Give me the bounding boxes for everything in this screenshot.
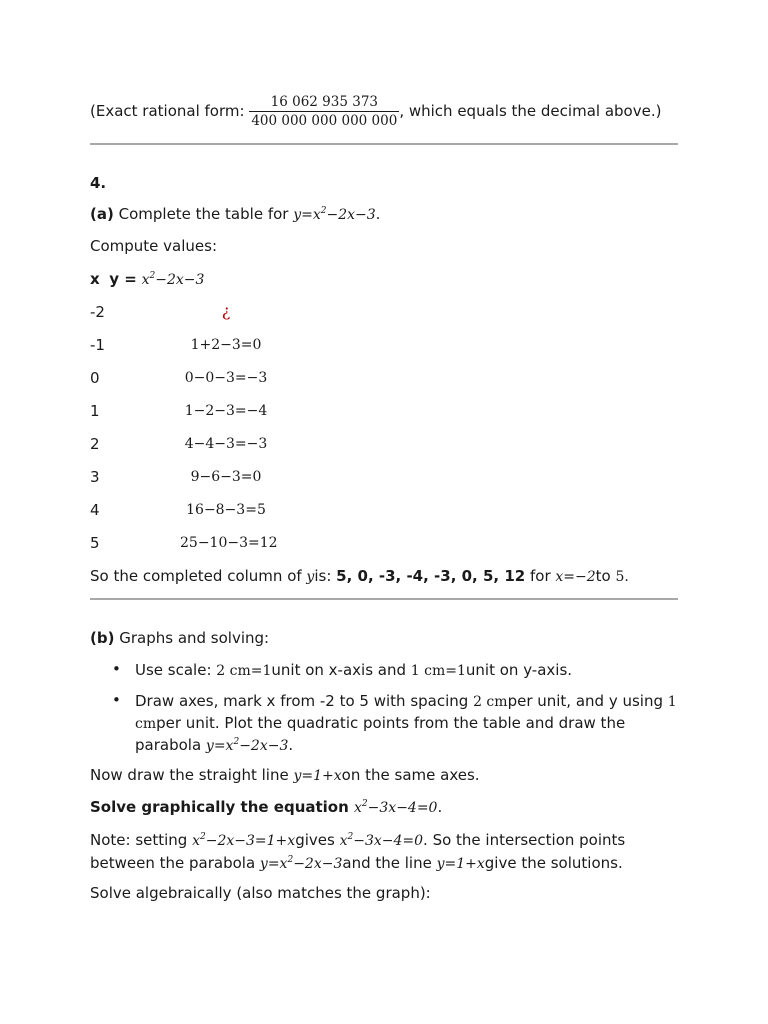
summary-prefix: So the completed column of [90, 567, 307, 585]
row-y: 0−0−3=−3 [184, 370, 268, 386]
header-x: x [90, 270, 100, 288]
line-text: Now draw the straight line [90, 766, 294, 784]
row-y: 1−2−3=−4 [184, 403, 268, 419]
summary-mid: is: [314, 567, 337, 585]
fraction-denominator: 400 000 000 000 000 [251, 113, 398, 129]
bullet1-a: Use scale: [135, 661, 217, 679]
note-a: Note: setting [90, 831, 193, 849]
table-row [90, 336, 390, 356]
note-b: gives [295, 831, 340, 849]
row-y: 25−10−3=12 [180, 535, 278, 551]
solve-graphically-heading: Solve graphically the equation $x^2-3x-4=0$. [90, 798, 443, 816]
algebraic-heading: Solve algebraically (also matches the graph): [90, 884, 431, 902]
row-x: 2 [90, 435, 100, 453]
divider [90, 143, 678, 145]
row-y: 9−6−3=0 [190, 469, 262, 485]
row-x: 4 [90, 501, 100, 519]
bullet2-spacing-y: 1 cm [135, 694, 677, 732]
row-x: 3 [90, 468, 100, 486]
note-parabola: $y=x^2-2x-3$ [259, 855, 343, 872]
summary-range-end: 5. [615, 569, 629, 585]
divider [90, 598, 678, 600]
line-equation: y=1+x [293, 768, 342, 784]
bullet1-c: unit on y-axis. [465, 661, 573, 679]
rational-prefix: (Exact rational form: [90, 102, 250, 120]
summary-values: 5, 0, -3, -4, -3, 0, 5, 12 [336, 567, 526, 585]
bullet1-b: unit on x-axis and [271, 661, 411, 679]
table-row [90, 534, 390, 554]
bullet2-b: per unit, and y using [507, 692, 668, 710]
row-x: 5 [90, 534, 100, 552]
row-x: -1 [90, 336, 105, 354]
completed-column-summary [90, 567, 629, 585]
row-y: 4−4−3=−3 [184, 436, 268, 452]
fraction-numerator: 16 062 935 373 [249, 94, 399, 112]
bullet-text [135, 660, 678, 682]
row-y: 1+2−3=0 [190, 337, 262, 353]
part-a-equation: $y=x^2-2x-3$ [293, 206, 376, 223]
note-d: and the line [342, 854, 437, 872]
part-b-heading [90, 629, 269, 647]
row-x: 1 [90, 402, 100, 420]
header-y: y = [109, 270, 137, 288]
table-row [90, 303, 390, 323]
note-line: y=1+x [436, 856, 485, 872]
list-item [90, 660, 678, 682]
solve-title: Solve graphically the equation [90, 798, 355, 816]
part-a-label: (a) [90, 205, 114, 223]
fraction [249, 94, 399, 129]
table-row [90, 369, 390, 389]
summary-var-y: y [306, 569, 315, 585]
bullet1-scale-y: 1 cm=1 [410, 663, 466, 679]
bullet2-c: per unit. Plot the quadratic points from the table and draw the parabola [135, 714, 626, 754]
note-e: give the solutions. [484, 854, 623, 872]
bullet-icon: • [112, 691, 121, 709]
list-item [90, 691, 678, 757]
bullet-text: Draw axes, mark x from -2 to 5 with spacing 2 cmper unit, and y using 1 cmper unit. Plot the quadratic points from the table and draw the parabola $y=x^2-2x-3$. [135, 692, 677, 754]
note-eq1: $x^2-2x-3=1+x$ [192, 832, 296, 849]
bullet2-a: Draw axes, mark x from -2 to 5 with spacing [135, 692, 474, 710]
rational-suffix: , which equals the decimal above.) [399, 102, 662, 120]
summary-range-start: x=−2 [555, 569, 596, 585]
note-eq2: $x^2-3x-4=0$ [339, 832, 424, 849]
row-x: -2 [90, 303, 105, 321]
row-y: 16−8−3=5 [186, 502, 266, 518]
part-b-title: Graphs and solving: [114, 629, 270, 647]
note-c: . So the intersection points between the parabola [90, 831, 626, 872]
bullet2-equation: $y=x^2-2x-3$ [205, 737, 289, 754]
table-row [90, 435, 390, 455]
summary-for: for [525, 567, 556, 585]
note-paragraph [90, 829, 678, 875]
summary-to: to [595, 567, 616, 585]
line-suffix: on the same axes. [341, 766, 480, 784]
row-x: 0 [90, 369, 100, 387]
straight-line-instruction [90, 766, 480, 784]
table-row [90, 468, 390, 488]
part-a-heading: (a) Complete the table for $y=x^2-2x-3$. [90, 205, 381, 223]
bullet1-scale-x: 2 cm=1 [216, 663, 272, 679]
compute-values-label: Compute values: [90, 237, 218, 255]
solve-equation: $x^2-3x-4=0$ [354, 799, 438, 816]
header-equation: $x^2-2x-3$ [141, 271, 205, 288]
part-a-text: Complete the table for [113, 205, 294, 223]
part-b-label: (b) [90, 629, 115, 647]
rational-form-note [90, 94, 661, 129]
bullet-icon: • [112, 660, 121, 678]
question-number: 4. [90, 174, 107, 192]
row-y-placeholder: ¿ [221, 301, 231, 320]
table-row [90, 402, 390, 422]
table-row [90, 501, 390, 521]
table-header [90, 270, 204, 288]
bullet2-spacing-x: 2 cm [473, 694, 508, 710]
